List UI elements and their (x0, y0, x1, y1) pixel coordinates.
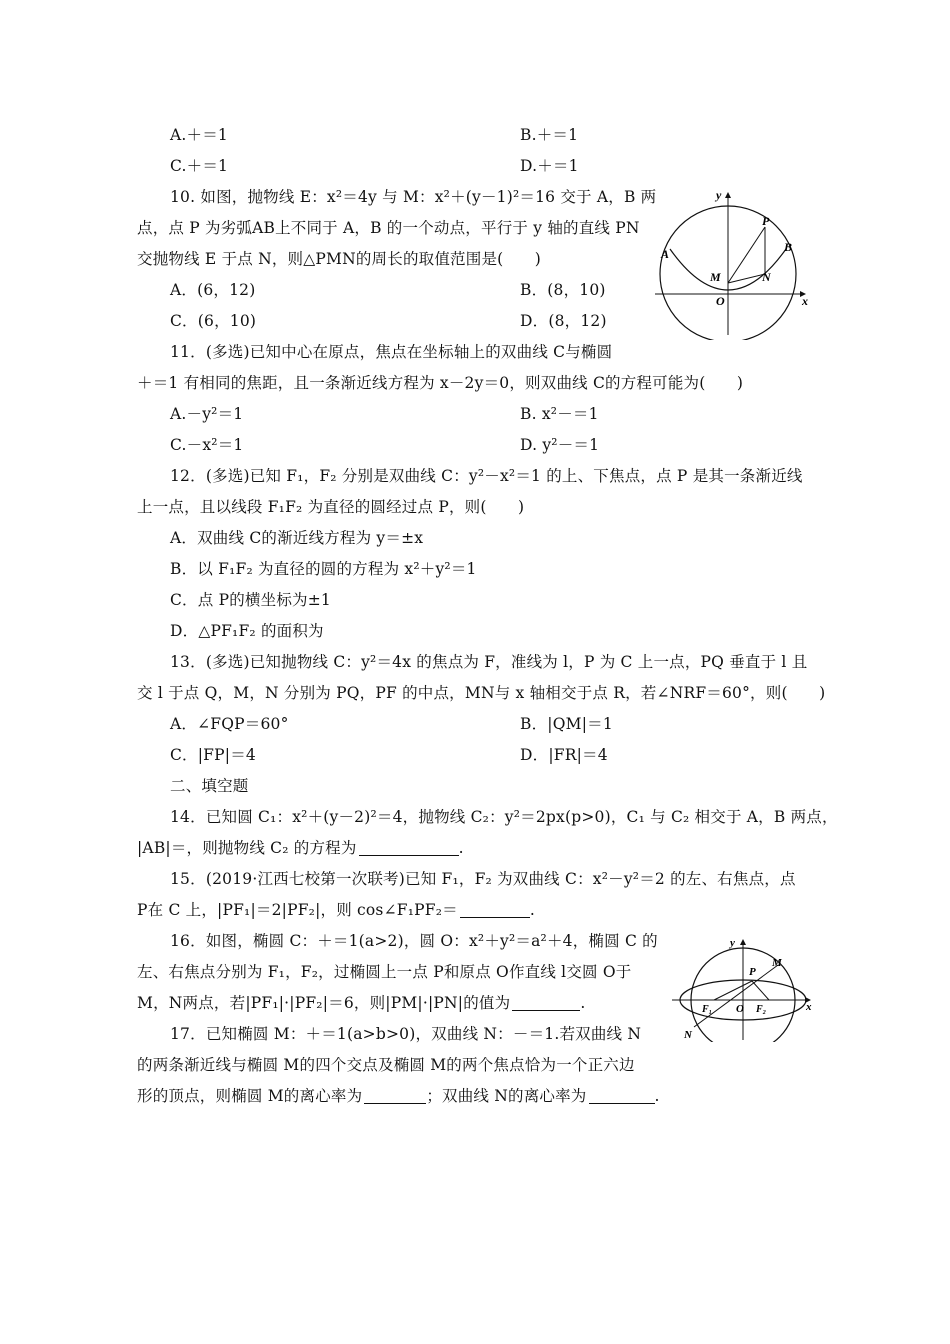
q14-answer-blank[interactable] (359, 841, 459, 856)
q11-option-b: B. x²－＝1 (520, 405, 599, 423)
q15-stem-line1: 15．(2019·江西七校第一次联考)已知 F₁，F₂ 为双曲线 C：x²－y²＝2 的左、右焦点，点 (170, 870, 796, 888)
q12-stem-line1: 12．(多选)已知 F₁，F₂ 分别是双曲线 C：y²－x²＝1 的上、下焦点，点 P 是其一条渐近线 (170, 467, 803, 485)
q16-label-p: P (749, 966, 756, 978)
q15-stem-line2 (137, 900, 535, 920)
q13-option-a: A．∠FQP＝60° (170, 715, 289, 733)
q10-label-x: x (802, 294, 808, 308)
q16-period: . (580, 994, 586, 1012)
q17-answer-blank-2[interactable] (589, 1089, 655, 1104)
q16-label-n: N (684, 1029, 692, 1041)
q12-option-a: A．双曲线 C的渐近线方程为 y＝±x (170, 529, 424, 547)
q14-stem-line1: 14．已知圆 C₁：x²＋(y－2)²＝4，抛物线 C₂：y²＝2px(p>0)，C₁ 与 C₂ 相交于 A，B 两点， (170, 808, 838, 826)
q10-figure (650, 185, 815, 340)
q14-period: . (458, 839, 464, 857)
q13-option-d: D．|FR|＝4 (520, 746, 608, 764)
q17-stem-text-1: 形的顶点，则椭圆 M的离心率为 (137, 1087, 363, 1105)
q16-label-f2: F₂ (756, 1004, 767, 1015)
q9-option-b: B.＋＝1 (520, 126, 579, 144)
q11-option-a: A.－y²＝1 (170, 405, 244, 423)
q16-label-o: O (736, 1003, 744, 1015)
q10-segment-mp (728, 227, 765, 283)
q10-label-p: P (762, 214, 770, 228)
section-heading: 二、填空题 (170, 777, 249, 795)
q10-stem-line1: 10. 如图，抛物线 E：x²＝4y 与 M：x²＋(y－1)²＝16 交于 A，B 两 (170, 188, 657, 206)
q13-stem-line2: 交 l 于点 Q，M，N 分别为 PQ，PF 的中点，MN与 x 轴相交于点 R，若∠NRF＝60°，则( ) (137, 684, 826, 702)
q17-period: . (654, 1087, 660, 1105)
q10-option-b: B．(8，10) (520, 281, 606, 299)
q14-stem-text: |AB|＝，则抛物线 C₂ 的方程为 (137, 839, 357, 857)
q16-stem-line2: 左、右焦点分别为 F₁，F₂，过椭圆上一点 P和原点 O作直线 l交圆 O于 (137, 963, 632, 981)
q12-option-d: D．△PF₁F₂ 的面积为 (170, 622, 324, 640)
q15-answer-blank[interactable] (460, 903, 530, 918)
q16-stem-line1: 16．如图，椭圆 C：＋＝1(a>2)，圆 O：x²＋y²＝a²＋4，椭圆 C 的 (170, 932, 658, 950)
q10-label-n: N (762, 270, 771, 284)
q9-option-a: A.＋＝1 (170, 126, 228, 144)
q17-stem-line3 (137, 1086, 660, 1106)
q10-stem-line2: 点，点 P 为劣弧AB上不同于 A，B 的一个动点，平行于 y 轴的直线 PN (137, 219, 640, 237)
q16-label-y: y (730, 937, 735, 949)
q17-stem-line2: 的两条渐近线与椭圆 M的四个交点及椭圆 M的两个焦点恰为一个正六边 (137, 1056, 635, 1074)
q10-label-b: B (784, 240, 793, 254)
q15-stem-text: P在 C 上，|PF₁|＝2|PF₂|，则 cos∠F₁PF₂＝ (137, 901, 458, 919)
q16-label-x: x (806, 1001, 812, 1013)
q12-stem-line2: 上一点，且以线段 F₁F₂ 为直径的圆经过点 P，则( ) (137, 498, 525, 516)
q9-option-c: C.＋＝1 (170, 157, 229, 175)
q10-option-d: D．(8，12) (520, 312, 607, 330)
q9-option-d: D.＋＝1 (520, 157, 579, 175)
q16-answer-blank[interactable] (512, 996, 580, 1011)
q11-stem-line2: ＋＝1 有相同的焦距，且一条渐近线方程为 x－2y＝0，则双曲线 C的方程可能为( ) (137, 374, 744, 392)
q13-option-b: B．|QM|＝1 (520, 715, 613, 733)
q10-option-c: C．(6，10) (170, 312, 257, 330)
q15-period: . (529, 901, 535, 919)
q14-stem-line2 (137, 838, 464, 858)
q10-stem-line3: 交抛物线 E 于点 N，则△PMN的周长的取值范围是( ) (137, 250, 542, 268)
q11-option-d: D. y²－＝1 (520, 436, 600, 454)
q16-stem-line3 (137, 993, 585, 1013)
q16-segment-pf2 (752, 981, 769, 1000)
q11-option-c: C.－x²＝1 (170, 436, 244, 454)
q17-stem-text-2: ；双曲线 N的离心率为 (426, 1087, 587, 1105)
q10-option-a: A．(6，12) (170, 281, 256, 299)
q16-stem-text: M，N两点，若|PF₁|·|PF₂|＝6，则|PM|·|PN|的值为 (137, 994, 511, 1012)
q16-figure (668, 930, 818, 1042)
q10-label-o: O (716, 294, 725, 308)
q16-label-m: M (772, 957, 782, 969)
q17-stem-line1: 17．已知椭圆 M：＋＝1(a>b>0)，双曲线 N：－＝1.若双曲线 N (170, 1025, 642, 1043)
q13-option-c: C．|FP|＝4 (170, 746, 256, 764)
q16-label-f1: F₁ (702, 1004, 713, 1015)
q11-stem-line1: 11．(多选)已知中心在原点，焦点在坐标轴上的双曲线 C与椭圆 (170, 343, 613, 361)
q10-label-m: M (710, 270, 721, 284)
q16-segment-pf1 (714, 981, 752, 1000)
q12-option-b: B．以 F₁F₂ 为直径的圆的方程为 x²＋y²＝1 (170, 560, 477, 578)
q10-label-y: y (716, 188, 722, 202)
q13-stem-line1: 13．(多选)已知抛物线 C：y²＝4x 的焦点为 F，准线为 l，P 为 C 上一点，PQ 垂直于 l 且 (170, 653, 808, 671)
q17-answer-blank-1[interactable] (364, 1089, 426, 1104)
q12-option-c: C．点 P的横坐标为±1 (170, 591, 331, 609)
q10-label-a: A (661, 247, 670, 261)
